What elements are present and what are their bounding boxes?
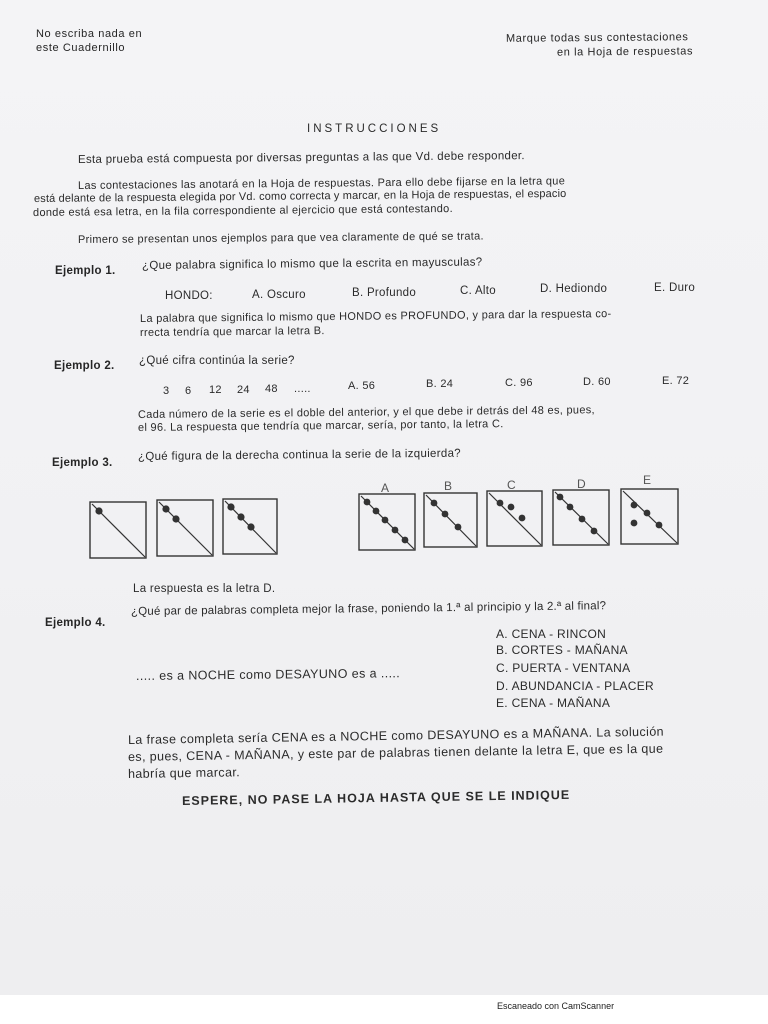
example3-option-c [487, 491, 542, 546]
example2-series-1: 3 [163, 385, 170, 397]
example1-option-e: E. Duro [654, 282, 696, 294]
example1-option-b: B. Profundo [352, 287, 417, 299]
example3-option-a [359, 494, 415, 550]
example2-option-a: A. 56 [348, 380, 376, 392]
header-left-line2: este Cuadernillo [36, 42, 126, 54]
example2-question: ¿Qué cifra continúa la serie? [139, 355, 295, 367]
example3-series-figure-2 [157, 500, 213, 556]
example2-explanation-line2: el 96. La respuesta que tendría que marcar, sería, por tanto, la letra C. [137, 418, 504, 434]
page-title: INSTRUCCIONES [307, 123, 442, 135]
example1-option-c: C. Alto [460, 285, 496, 297]
example2-option-e: E. 72 [662, 375, 690, 387]
example1-question: ¿Que palabra significa lo mismo que la escrita en mayusculas? [141, 256, 483, 272]
example4-sentence: ..... es a NOCHE como DESAYUNO es a ..... [135, 666, 401, 683]
example3-letter-e: E [643, 473, 652, 487]
example3-option-d [553, 490, 609, 545]
intro-paragraph-1: Esta prueba está compuesta por diversas preguntas a las que Vd. debe responder. [77, 150, 525, 166]
example4-option-b: B. CORTES - MAÑANA [496, 643, 628, 657]
example4-solution-line3: habría que marcar. [127, 765, 241, 781]
intro-paragraph-2-line2: está delante de la respuesta elegida por Vd. como correcta y marcar, en la Hoja de respuestas, el espacio [33, 187, 567, 205]
example2-label: Ejemplo 2. [54, 360, 115, 372]
example2-option-d: D. 60 [583, 376, 611, 388]
intro-paragraph-2-line3: donde está esa letra, en la fila correspondiente al ejercicio que está contestando. [32, 202, 453, 219]
example2-explanation-line1: Cada número de la serie es el doble del anterior, y el que debe ir detrás del 48 es, pues, [137, 404, 595, 421]
example4-solution-line2: es, pues, CENA - MAÑANA, y este par de palabras tienen delante la letra E, que es la que [127, 741, 664, 764]
example2-series-4: 24 [237, 384, 250, 396]
scanner-footer [0, 995, 768, 1024]
example2-series-2: 6 [185, 385, 192, 397]
example2-series-5: 48 [265, 383, 278, 395]
wait-notice: ESPERE, NO PASE LA HOJA HASTA QUE SE LE INDIQUE [181, 787, 571, 808]
example4-label: Ejemplo 4. [45, 617, 106, 629]
example1-word: HONDO: [165, 290, 213, 302]
example1-explanation-line1: La palabra que significa lo mismo que HONDO es PROFUNDO, y para dar la respuesta co- [139, 308, 612, 325]
header-right-line2: en la Hoja de respuestas [556, 45, 694, 59]
example4-option-e: E. CENA - MAÑANA [496, 696, 611, 710]
example3-series-figure-1 [90, 502, 146, 558]
header-left-line1: No escriba nada en [36, 28, 143, 40]
example1-explanation-line2: rrecta tendría que marcar la letra B. [139, 325, 325, 339]
example4-option-a: A. CENA - RINCON [496, 627, 607, 641]
example2-series-ellipsis: ..... [294, 383, 311, 395]
intro-paragraph-2-line1: Las contestaciones las anotará en la Hoja de respuestas. Para ello debe fijarse en la letra que [77, 175, 566, 192]
example3-series-figure-3 [223, 499, 277, 554]
example3-question: ¿Qué figura de la derecha continua la serie de la izquierda? [137, 447, 461, 463]
intro-paragraph-3: Primero se presentan unos ejemplos para que vea claramente de qué se trata. [77, 230, 484, 246]
example4-solution-line1: La frase completa sería CENA es a NOCHE como DESAYUNO es a MAÑANA. La solución [127, 724, 665, 747]
example2-series-3: 12 [209, 384, 222, 396]
example1-option-a: A. Oscuro [252, 289, 306, 301]
example2-option-b: B. 24 [426, 378, 454, 390]
example4-question: ¿Qué par de palabras completa mejor la frase, poniendo la 1.ª al principio y la 2.ª al final? [130, 600, 607, 618]
example1-option-d: D. Hediondo [540, 283, 608, 295]
example3-label: Ejemplo 3. [52, 457, 113, 469]
example3-option-e [621, 489, 678, 544]
scanner-watermark: Escaneado con CamScanner [497, 1001, 615, 1011]
header-right-line1: Marque todas sus contestaciones [505, 31, 689, 45]
example1-label: Ejemplo 1. [55, 265, 116, 277]
example3-answer: La respuesta es la letra D. [133, 583, 276, 595]
example4-option-d: D. ABUNDANCIA - PLACER [496, 679, 654, 693]
example3-letter-a: A [381, 481, 390, 495]
example3-letter-b: B [444, 479, 453, 493]
example4-option-c: C. PUERTA - VENTANA [496, 661, 631, 675]
example3-letter-d: D [577, 477, 586, 491]
example2-option-c: C. 96 [505, 377, 533, 389]
example3-letter-c: C [507, 478, 516, 492]
example3-option-b [424, 493, 477, 547]
